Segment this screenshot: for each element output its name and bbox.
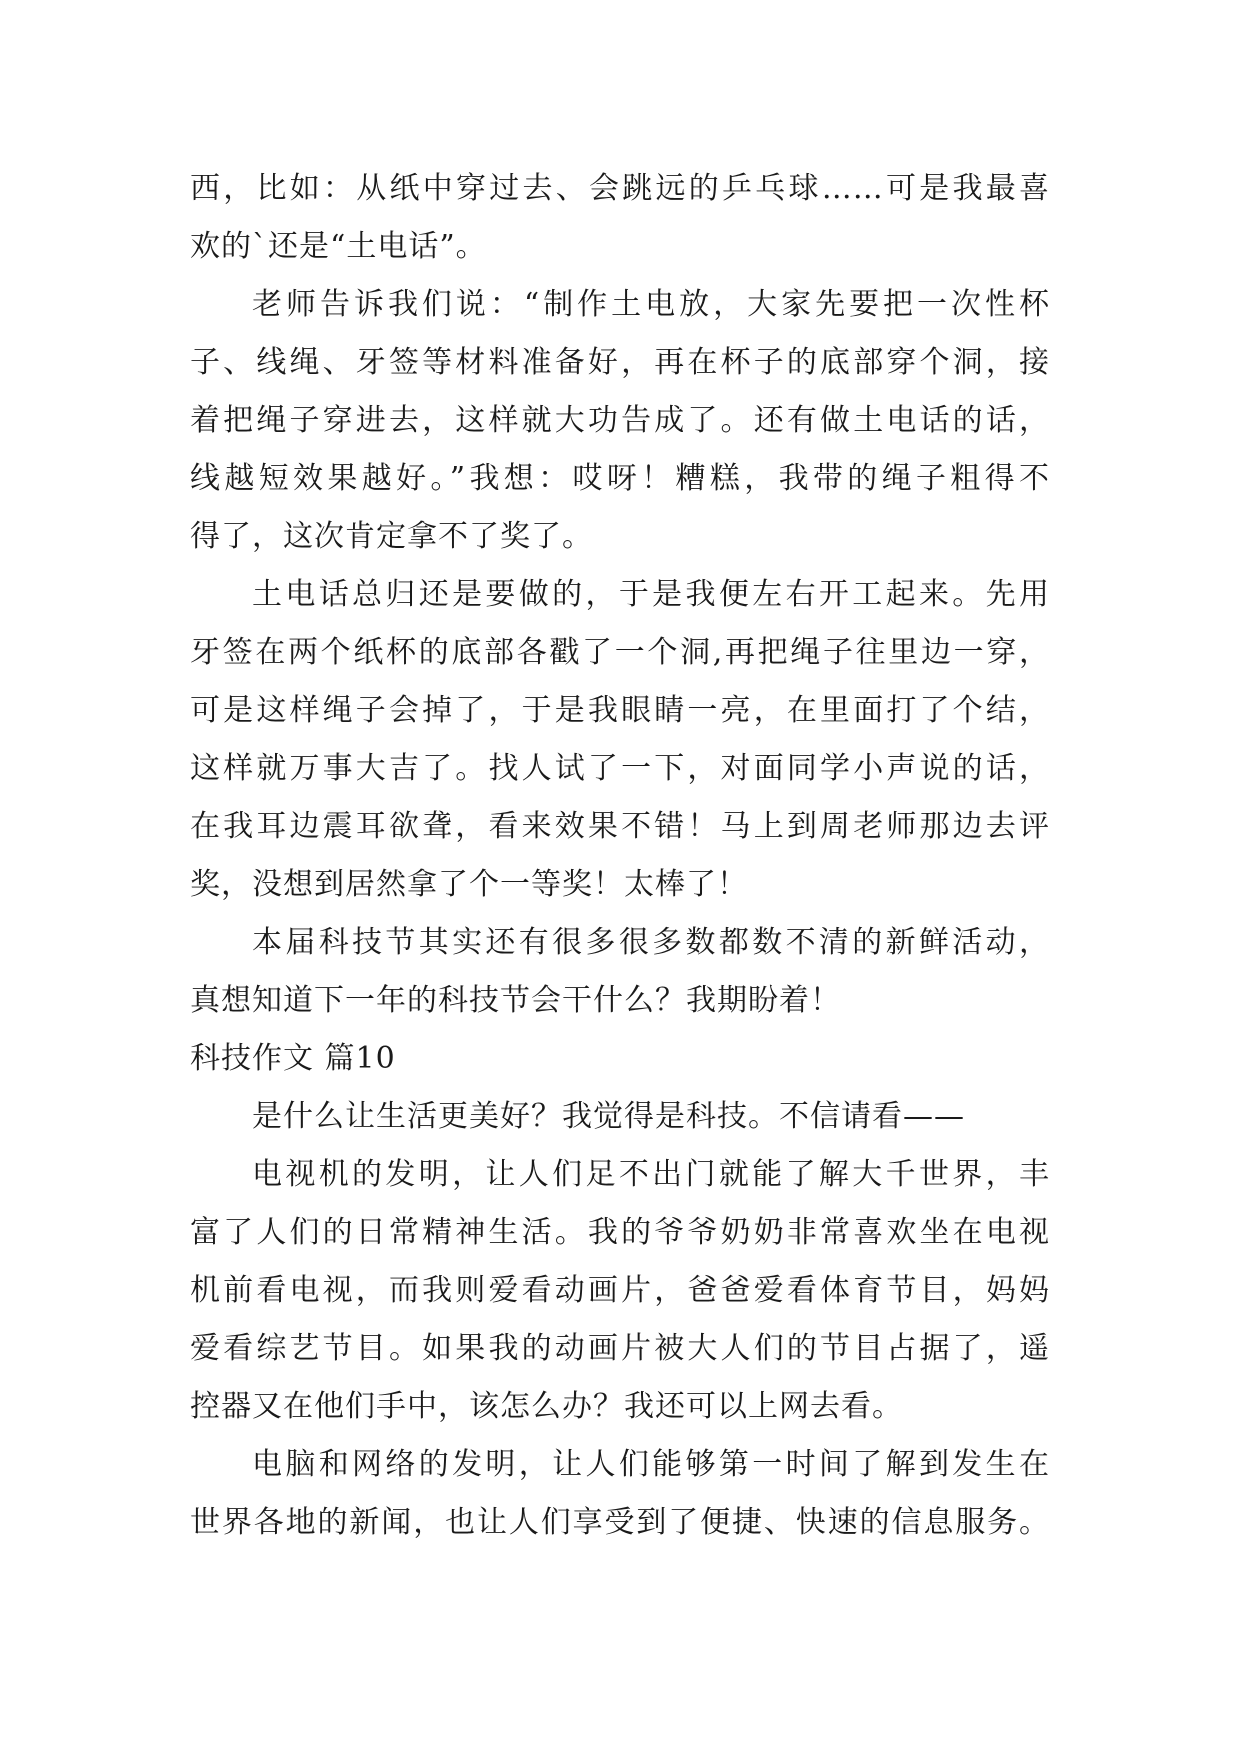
paragraph <box>190 276 1050 566</box>
text-line: 可是这样绳子会掉了，于是我眼睛一亮，在里面打了个结， <box>190 693 1050 728</box>
text-line: 欢的`还是“土电话”。 <box>190 229 487 264</box>
paragraph <box>190 1088 1050 1146</box>
text-line: 着把绳子穿进去，这样就大功告成了。还有做土电话的话， <box>190 403 1050 438</box>
text-line: 在我耳边震耳欲聋，看来效果不错！马上到周老师那边去评 <box>190 809 1050 844</box>
text-line: 土电话总归还是要做的，于是我便左右开工起来。先用 <box>252 577 1050 612</box>
paragraph <box>190 160 1050 276</box>
document-page <box>190 160 1050 1552</box>
paragraph <box>190 1436 1050 1552</box>
text-line: 西，比如：从纸中穿过去、会跳远的乒乓球……可是我最喜 <box>190 171 1050 206</box>
text-line: 线越短效果越好。”我想：哎呀！糟糕，我带的绳子粗得不 <box>190 461 1050 496</box>
paragraph <box>190 566 1050 914</box>
text-line: 子、线绳、牙签等材料准备好，再在杯子的底部穿个洞，接 <box>190 345 1050 380</box>
text-line: 得了，这次肯定拿不了奖了。 <box>190 519 593 554</box>
text-line: 控器又在他们手中，该怎么办？我还可以上网去看。 <box>190 1389 903 1424</box>
paragraph <box>190 914 1050 1030</box>
text-line: 爱看综艺节目。如果我的动画片被大人们的节目占据了，遥 <box>190 1331 1050 1366</box>
text-line: 这样就万事大吉了。找人试了一下，对面同学小声说的话， <box>190 751 1050 786</box>
text-line: 牙签在两个纸杯的底部各戳了一个洞,再把绳子往里边一穿， <box>190 635 1050 670</box>
text-line: 老师告诉我们说：“制作土电放，大家先要把一次性杯 <box>252 287 1050 322</box>
text-line: 电视机的发明，让人们足不出门就能了解大千世界，丰 <box>252 1157 1050 1192</box>
text-line: 是什么让生活更美好？我觉得是科技。不信请看—— <box>252 1099 965 1134</box>
text-line: 机前看电视，而我则爱看动画片，爸爸爱看体育节目，妈妈 <box>190 1273 1050 1308</box>
paragraph <box>190 1146 1050 1436</box>
text-line: 电脑和网络的发明，让人们能够第一时间了解到发生在 <box>252 1447 1050 1482</box>
text-line: 本届科技节其实还有很多很多数都数不清的新鲜活动， <box>252 925 1050 960</box>
text-line: 世界各地的新闻，也让人们享受到了便捷、快速的信息服务。 <box>190 1505 1050 1540</box>
text-line: 富了人们的日常精神生活。我的爷爷奶奶非常喜欢坐在电视 <box>190 1215 1050 1250</box>
section-heading: 科技作文 篇10 <box>190 1041 396 1076</box>
text-line: 奖，没想到居然拿了个一等奖！太棒了！ <box>190 867 748 902</box>
text-line: 真想知道下一年的科技节会干什么？我期盼着！ <box>190 983 841 1018</box>
